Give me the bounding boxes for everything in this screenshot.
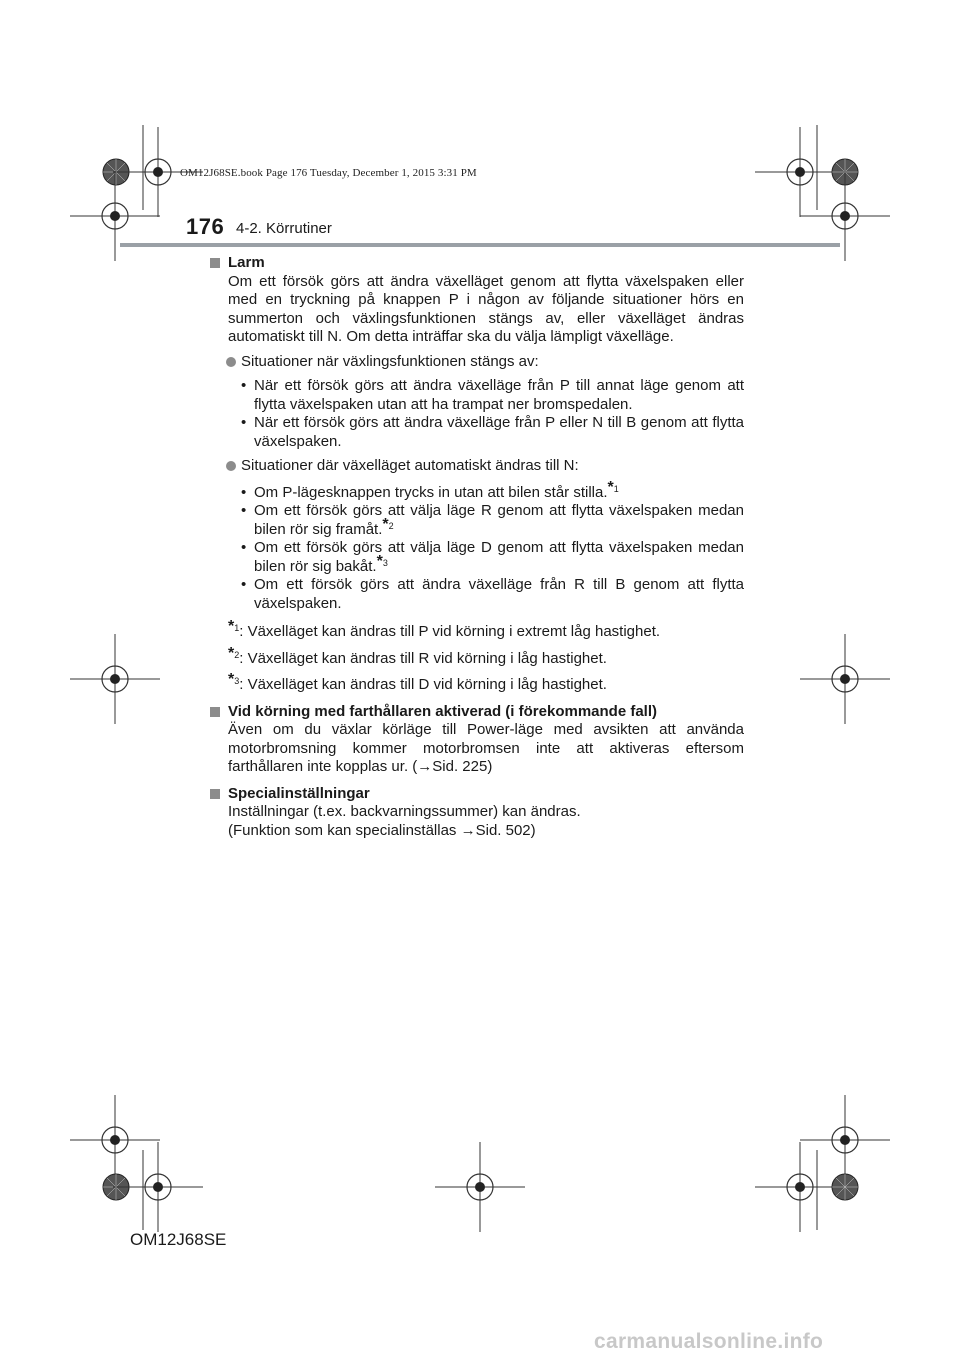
crosshair-mark	[70, 1095, 160, 1185]
farthallare-text: Även om du växlar körläge till Power-läge med avsikten att använda motorbromsning kommer motorbromsen inte att aktiveras eftersom farthållaren inte kopplas ur. (→Sid. 225)	[228, 721, 744, 775]
circle-item-shift-off: Situationer när växlingsfunktionen stängs av:	[210, 353, 744, 372]
list-item: • Om ett försök görs att ändra växelläge från R till B genom att flytta växelspaken.	[241, 576, 744, 612]
crosshair-mark	[70, 171, 160, 261]
section-title: 4-2. Körrutiner	[236, 220, 332, 237]
page-content	[210, 254, 744, 840]
heading-farthallare: Vid körning med farthållaren aktiverad (i förekommande fall)	[210, 703, 744, 722]
circle-item-auto-n: Situationer där växelläget automatiskt ändras till N:	[210, 457, 744, 476]
footnote: *$^1$: Växelläget kan ändras till P vid körning i extremt låg hastighet.	[228, 618, 661, 640]
list-item: • Om ett försök görs att välja läge D genom att flytta växelspaken medan bilen rör sig bakåt.*$^3$	[241, 539, 744, 575]
crosshair-mark	[800, 1095, 890, 1185]
square-bullet-icon	[210, 258, 220, 268]
list-item: • När ett försök görs att ändra växelläge från P eller N till B genom att flytta växelspaken.	[241, 414, 744, 450]
crosshair-mark	[435, 1142, 525, 1232]
larm-text: Om ett försök görs att ändra växelläget genom att flytta växelspaken eller med en tryckning på knappen P i någon av följande situationer hörs en summerton och växlingsfunktionen stängs av, eller växelläget ändras automatiskt till N. Om detta inträffar ska du välja lämpligt växelläge.	[228, 272, 744, 345]
crosshair-mark	[800, 171, 890, 261]
square-bullet-icon	[210, 789, 220, 799]
manual-code: OM12J68SE	[130, 1230, 227, 1249]
special-text-1: Inställningar (t.ex. backvarningssummer) kan ändras.	[228, 803, 581, 820]
special-text-2: (Funktion som kan specialinställas →Sid. 502)	[228, 821, 536, 839]
header-rule	[120, 243, 840, 247]
list-item: • Om P-lägesknappen trycks in utan att bilen står stilla.*$^1$	[241, 478, 619, 501]
footnote: *$^2$: Växelläget kan ändras till R vid körning i låg hastighet.	[228, 644, 607, 667]
watermark: carmanualsonline.info	[594, 1330, 824, 1353]
circle-bullet-icon	[226, 461, 236, 471]
circle-bullet-icon	[226, 357, 236, 367]
footnote: *$^3$: Växelläget kan ändras till D vid körning i låg hastighet.	[228, 671, 607, 693]
crosshair-mark	[113, 1142, 203, 1232]
book-info-header: OM12J68SE.book Page 176 Tuesday, December 1, 2015 3:31 PM	[180, 167, 477, 179]
square-bullet-icon	[210, 707, 220, 717]
crosshair-mark	[800, 634, 890, 724]
heading-special: Specialinställningar	[210, 785, 744, 804]
heading-larm: Larm	[210, 254, 744, 273]
crosshair-mark	[70, 634, 160, 724]
list-item: • Om ett försök görs att välja läge R genom att flytta växelspaken medan bilen rör sig framåt.*$^2$	[241, 502, 744, 538]
sunburst-mark	[832, 1174, 858, 1200]
list-item: • När ett försök görs att ändra växelläge från P till annat läge genom att flytta växelspaken utan att ha trampat ner bromspedalen.	[241, 377, 744, 413]
page-number: 176	[186, 214, 225, 239]
